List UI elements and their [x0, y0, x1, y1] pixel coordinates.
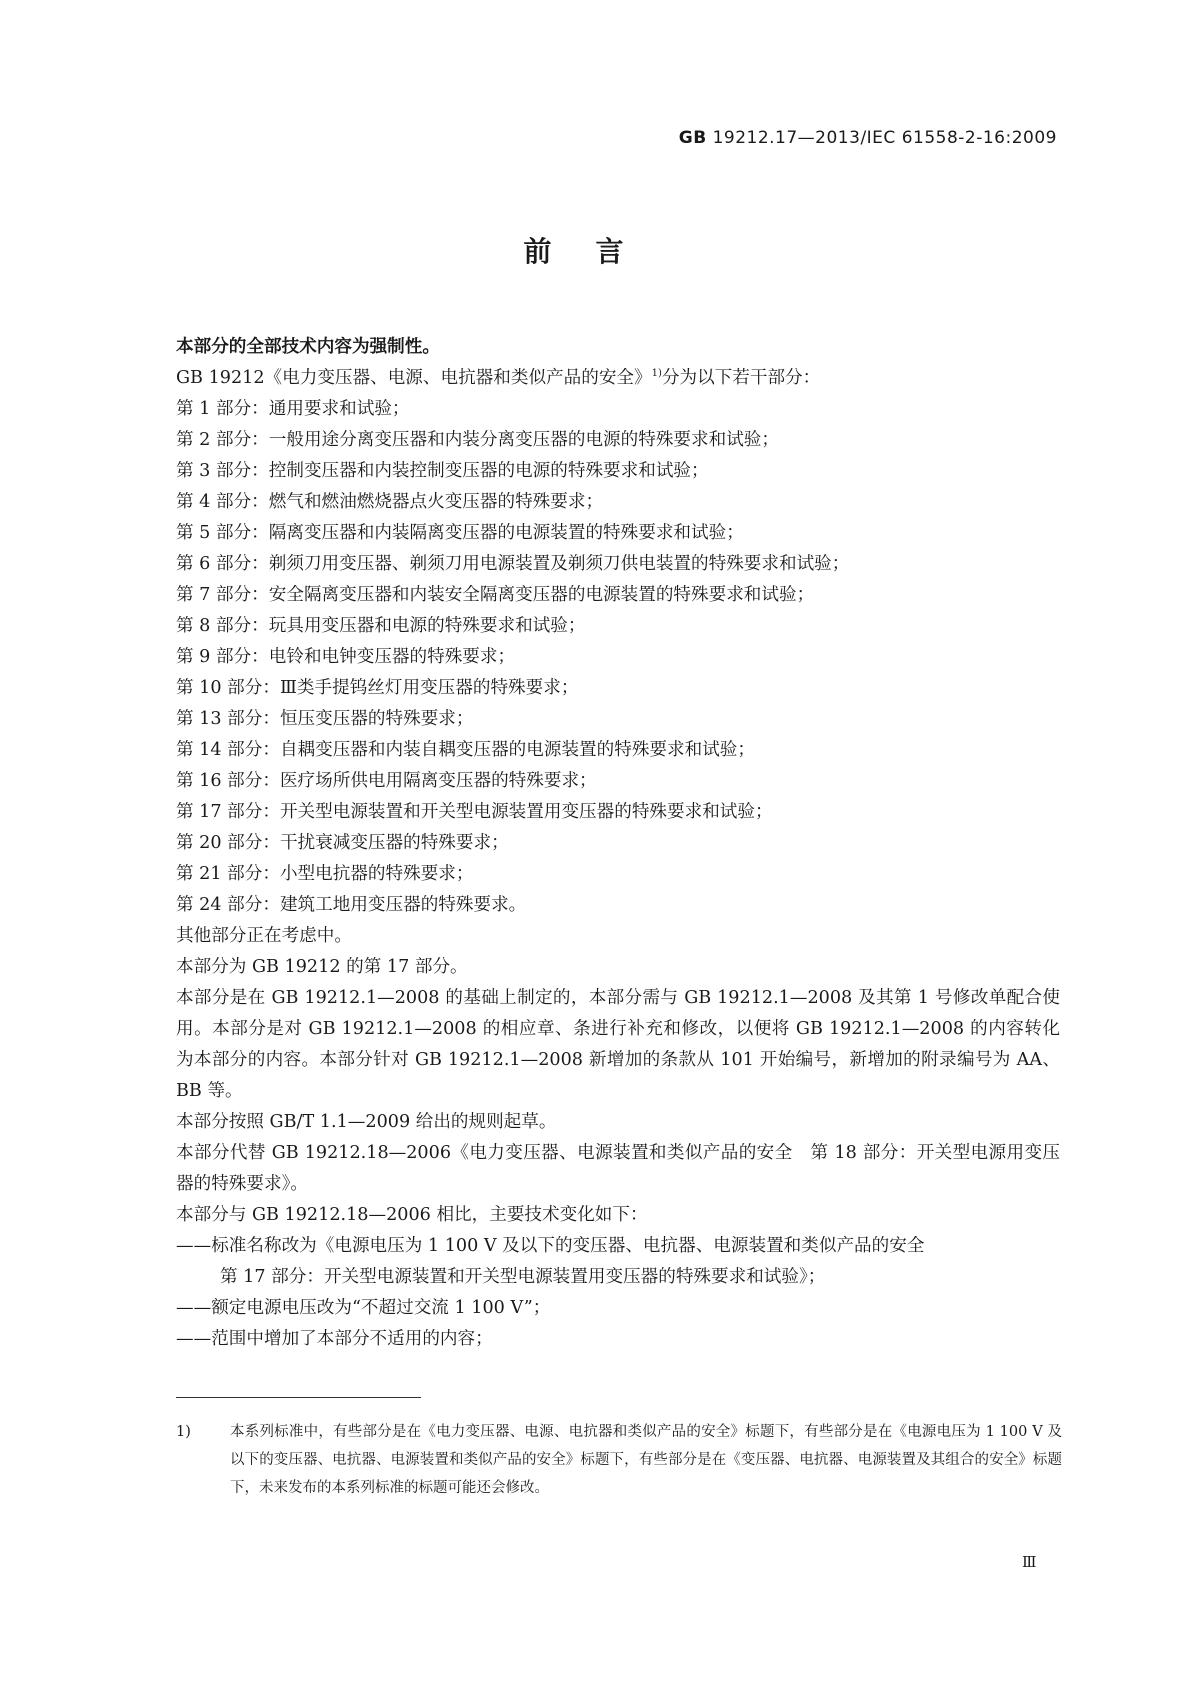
list-item: 第 16 部分：医疗场所供电用隔离变压器的特殊要求； [176, 771, 597, 791]
paragraph-basis-text: 本部分是在 GB 19212.1—2008 的基础上制定的，本部分需与 GB 19212.1—2008 及其第 1 号修改单配合使用。本部分是对 GB 19212.1—2008 的相应章、条进行补充和修改，以便将 GB 19212.1—2008 的内容转化为本部分的内容。本部分针对 GB 19212.1—2008 新增加的条款从 101 开始编号，新增加的附录编号为 AA、BB 等。 [176, 988, 1060, 1101]
list-item: 第 5 部分：隔离变压器和内装隔离变压器的电源装置的特殊要求和试验； [176, 523, 744, 543]
change-item-3: ——范围中增加了本部分不适用的内容； [176, 1329, 493, 1349]
footnote-ref: 1) [651, 368, 662, 379]
list-item: 第 13 部分：恒压变压器的特殊要求； [176, 709, 474, 729]
list-item: 第 3 部分：控制变压器和内装控制变压器的电源的特殊要求和试验； [176, 461, 709, 481]
page-title: 前言 [523, 235, 668, 268]
list-item: 第 20 部分：干扰衰减变压器的特殊要求； [176, 833, 509, 853]
list-item: 第 17 部分：开关型电源装置和开关型电源装置用变压器的特殊要求和试验； [176, 802, 773, 822]
list-item: 第 21 部分：小型电抗器的特殊要求； [176, 864, 474, 884]
list-item: 第 8 部分：玩具用变压器和电源的特殊要求和试验； [176, 616, 586, 636]
header-number: 19212.17—2013/IEC 61558-2-16:2009 [712, 128, 1057, 148]
list-item: 第 14 部分：自耦变压器和内装自耦变压器的电源装置的特殊要求和试验； [176, 740, 755, 760]
header-gb: GB [678, 128, 707, 148]
list-item: 第 6 部分：剃须刀用变压器、剃须刀用电源装置及剃须刀供电装置的特殊要求和试验； [176, 554, 850, 574]
list-item: 第 4 部分：燃气和燃油燃烧器点火变压器的特殊要求； [176, 492, 604, 512]
list-item: 第 2 部分：一般用途分离变压器和内装分离变压器的电源的特殊要求和试验； [176, 430, 779, 450]
footnote-text: 本系列标准中，有些部分是在《电力变压器、电源、电抗器和类似产品的安全》标题下，有些部分是在《电源电压为 1 100 V 及以下的变压器、电抗器、电源装置和类似产品的安全》标题下，有些部分是在《变压器、电抗器、电源装置及其组合的安全》标题下，未来发布的本系列标准的标题可能还会修改。 [230, 1424, 1062, 1496]
paragraph-this-part: 本部分为 GB 19212 的第 17 部分。 [176, 957, 468, 977]
paragraph-basis [176, 983, 1060, 1107]
footnote [176, 1418, 1062, 1502]
standard-number-header [679, 128, 1057, 148]
list-item: 第 10 部分：Ⅲ类手提钨丝灯用变压器的特殊要求； [176, 678, 579, 698]
document-body [176, 332, 1060, 1355]
change-item-2: ——额定电源电压改为“不超过交流 1 100 V”； [176, 1298, 551, 1318]
footnote-divider [176, 1397, 421, 1398]
list-item: 第 7 部分：安全隔离变压器和内装安全隔离变压器的电源装置的特殊要求和试验； [176, 585, 815, 605]
series-statement [176, 363, 1060, 394]
change-item-1-cont: 第 17 部分：开关型电源装置和开关型电源装置用变压器的特殊要求和试验》； [220, 1267, 826, 1287]
paragraph-drafting: 本部分按照 GB/T 1.1—2009 给出的规则起草。 [176, 1112, 557, 1132]
mandatory-statement: 本部分的全部技术内容为强制性。 [176, 337, 440, 357]
change-item-1: ——标准名称改为《电源电压为 1 100 V 及以下的变压器、电抗器、电源装置和类似产品的安全 [176, 1236, 925, 1256]
list-item: 第 9 部分：电铃和电钟变压器的特殊要求； [176, 647, 516, 667]
footnote-number: 1) [176, 1424, 191, 1440]
paragraph-other: 其他部分正在考虑中。 [176, 926, 352, 946]
series-text: GB 19212《电力变压器、电源、电抗器和类似产品的安全》 [176, 368, 652, 388]
paragraph-replaces [176, 1138, 1060, 1200]
list-item: 第 1 部分：通用要求和试验； [176, 399, 410, 419]
page-number: Ⅲ [1022, 1553, 1037, 1571]
series-text-end: 分为以下若干部分： [661, 368, 821, 388]
paragraph-changes-intro: 本部分与 GB 19212.18—2006 相比，主要技术变化如下： [176, 1205, 648, 1225]
paragraph-replaces-text: 本部分代替 GB 19212.18—2006《电力变压器、电源装置和类似产品的安全 第 18 部分：开关型电源用变压器的特殊要求》。 [176, 1143, 1060, 1194]
list-item: 第 24 部分：建筑工地用变压器的特殊要求。 [176, 895, 527, 915]
